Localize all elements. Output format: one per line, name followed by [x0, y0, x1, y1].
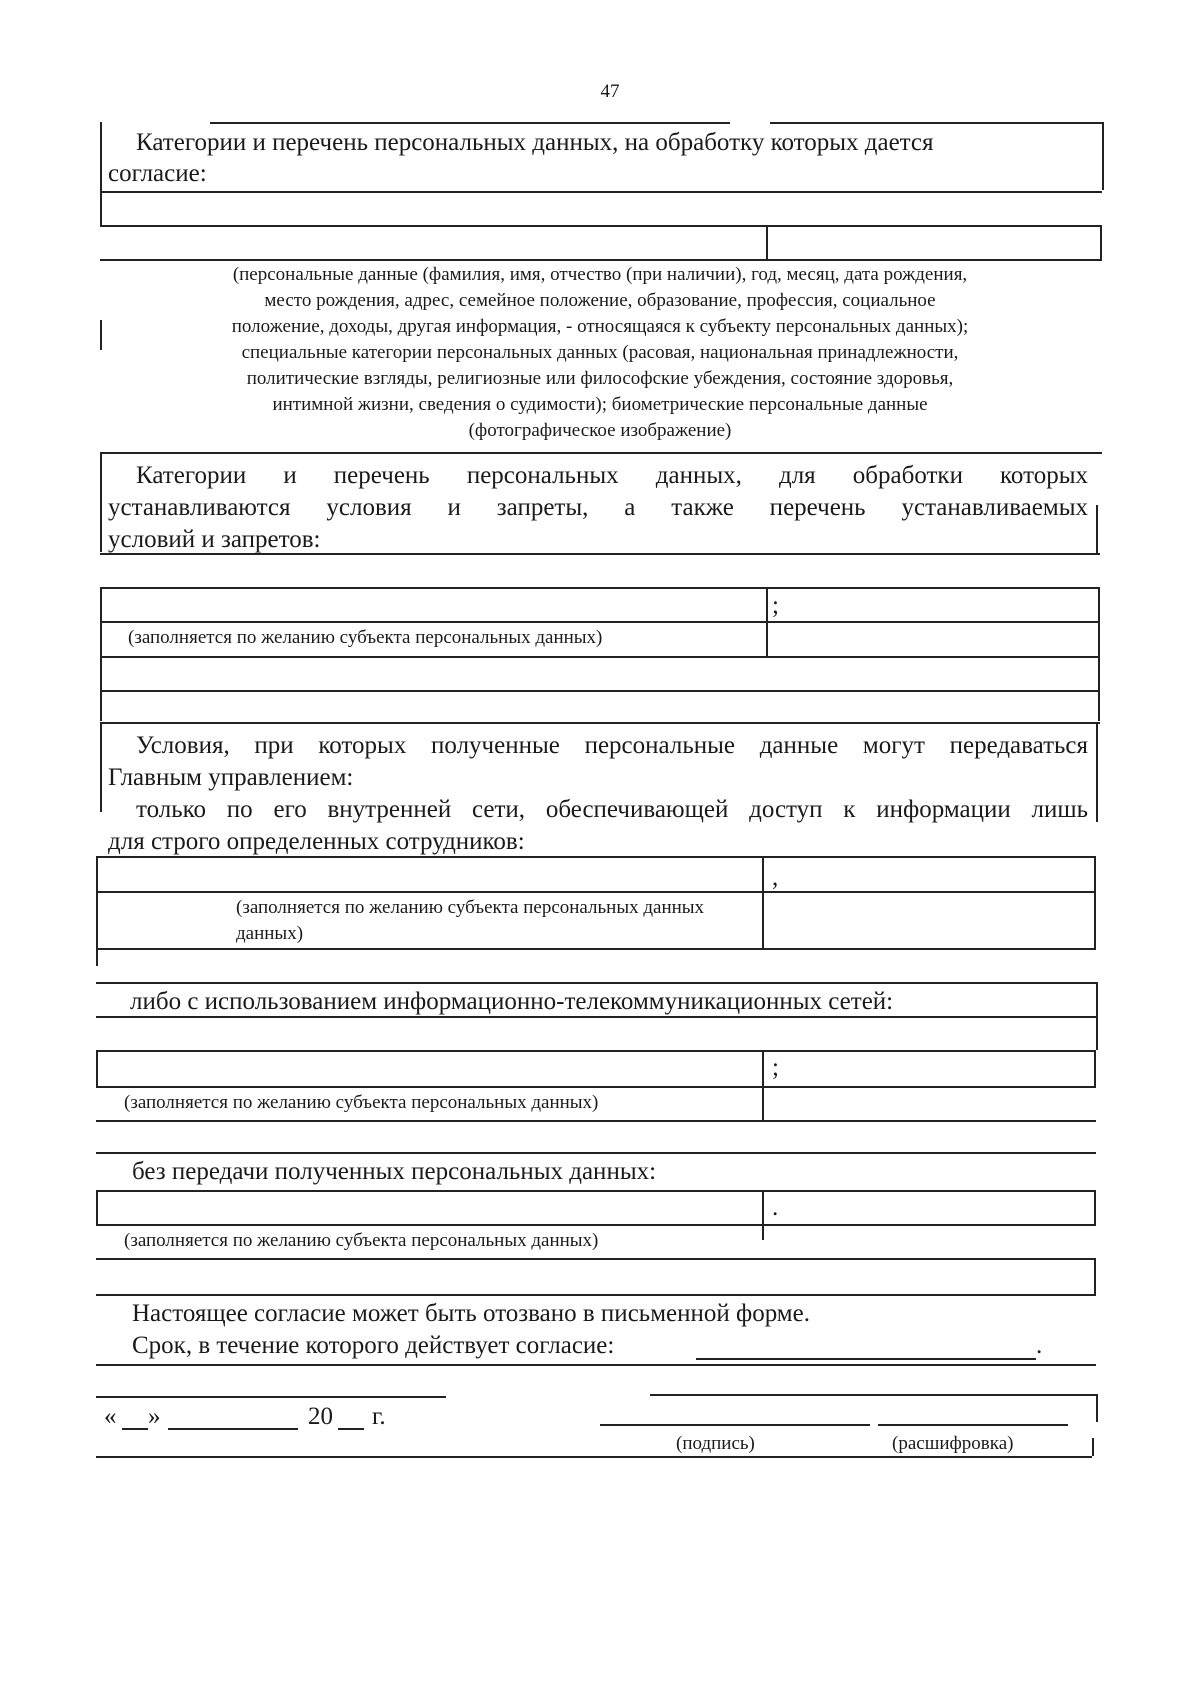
fill-line[interactable]: [96, 1086, 1096, 1088]
section2-note: (заполняется по желанию субъекта персональных данных): [128, 627, 603, 648]
form-vertical-rule: [1094, 1190, 1096, 1224]
option1-note-line1: (заполняется по желанию субъекта персональных данных: [236, 897, 705, 918]
form-vertical-rule: [1094, 1258, 1096, 1294]
fill-line[interactable]: [96, 1224, 1096, 1226]
section2-heading-line3: условий и запретов:: [108, 526, 321, 553]
fill-line[interactable]: [100, 722, 1100, 724]
date-close: »: [148, 1403, 161, 1430]
end-mark: ;: [772, 592, 779, 619]
fill-line[interactable]: [96, 1152, 1096, 1154]
option2-note: (заполняется по желанию субъекта персональных данных): [124, 1092, 599, 1113]
fill-line[interactable]: [100, 553, 1100, 555]
section1-heading-line2: согласие:: [108, 160, 207, 187]
note-line: (персональные данные (фамилия, имя, отчество (при наличии), год, месяц, дата рождения,: [232, 264, 968, 285]
term-end: .: [1036, 1332, 1043, 1359]
form-vertical-rule: [1096, 982, 1098, 1050]
form-vertical-rule: [762, 1086, 764, 1120]
form-rule: [770, 122, 1102, 124]
form-rule: [96, 1364, 1096, 1366]
fill-line[interactable]: [96, 1050, 1096, 1052]
form-rule: [210, 122, 730, 124]
form-vertical-rule: [96, 1050, 98, 1086]
note-line: специальные категории персональных данных (расовая, национальная принадлежности,: [241, 342, 959, 363]
date-open: «: [104, 1403, 117, 1430]
form-rule: [100, 452, 1102, 454]
decoding-caption: (расшифровка): [892, 1433, 1014, 1454]
option1-mark: ,: [772, 864, 779, 891]
fill-line[interactable]: [96, 948, 1096, 950]
fill-line[interactable]: [100, 690, 1100, 692]
section1-heading-line1: Категории и перечень персональных данных, на обработку которых дается: [136, 129, 934, 156]
form-vertical-rule: [762, 856, 764, 948]
section1-note: [112, 262, 1088, 444]
fill-line[interactable]: [96, 1120, 1096, 1122]
option1-line1: только по его внутренней сети, обеспечивающей доступ к информации лишь: [136, 796, 1088, 823]
signature-caption: (подпись): [676, 1433, 755, 1454]
term-fill-line[interactable]: [696, 1358, 1036, 1360]
page-number: 47: [600, 81, 620, 102]
term-label: Срок, в течение которого действует согласие:: [132, 1332, 615, 1359]
section2-heading-line1: Категории и перечень персональных данных, для обработки которых: [136, 462, 1088, 489]
option1-line2: для строго определенных сотрудников:: [108, 828, 525, 855]
form-vertical-rule: [1100, 225, 1102, 259]
form-vertical-rule: [100, 122, 102, 192]
section3-heading-line1: Условия, при которых полученные персональные данные могут передаваться: [136, 732, 1088, 759]
form-vertical-rule: [100, 587, 102, 621]
option3-text: без передачи полученных персональных данных:: [132, 1158, 657, 1185]
option2-text: либо с использованием информационно-телекоммуникационных сетей:: [130, 988, 894, 1015]
fill-line[interactable]: [96, 1016, 1096, 1018]
form-vertical-rule: [1098, 587, 1100, 621]
form-rule: [96, 1456, 1092, 1458]
section2-heading-line2: устанавливаются условия и запреты, а также перечень устанавливаемых: [108, 494, 1088, 521]
option1-note-line2: данных): [236, 923, 304, 944]
revocation-text: Настоящее согласие может быть отозвано в письменной форме.: [132, 1300, 810, 1327]
option2-mark: ;: [772, 1054, 779, 1081]
form-vertical-rule: [100, 452, 102, 552]
year-fill-line[interactable]: [338, 1428, 364, 1430]
fill-line[interactable]: [96, 891, 1096, 893]
fill-line[interactable]: [100, 621, 1100, 623]
form-vertical-rule: [100, 722, 102, 812]
month-fill-line[interactable]: [168, 1428, 298, 1430]
fill-line[interactable]: [100, 225, 1102, 227]
form-vertical-rule: [766, 225, 768, 259]
option3-note: (заполняется по желанию субъекта персональных данных): [124, 1230, 599, 1251]
fill-line[interactable]: [96, 982, 1096, 984]
year-suffix: г.: [372, 1403, 386, 1430]
form-vertical-rule: [1092, 1438, 1094, 1456]
signature-fill-line[interactable]: [600, 1424, 870, 1426]
form-rule: [96, 1396, 446, 1398]
fill-line[interactable]: [100, 656, 1100, 658]
section3-heading-line2: Главным управлением:: [108, 764, 354, 791]
form-vertical-rule: [1096, 1394, 1098, 1422]
form-vertical-rule: [1094, 856, 1096, 948]
form-vertical-rule: [762, 1050, 764, 1086]
note-line: положение, доходы, другая информация, - относящаяся к субъекту персональных данных);: [231, 316, 969, 337]
decoding-fill-line[interactable]: [878, 1424, 1068, 1426]
fill-line[interactable]: [96, 856, 1096, 858]
note-line: место рождения, адрес, семейное положение, образование, профессия, социальное: [264, 290, 936, 311]
form-vertical-rule: [96, 1190, 98, 1224]
note-line: (фотографическое изображение): [468, 420, 732, 441]
form-vertical-rule: [100, 621, 102, 721]
form-vertical-rule: [1098, 621, 1100, 721]
fill-line[interactable]: [96, 1258, 1096, 1260]
form-vertical-rule: [1096, 505, 1098, 555]
note-line: интимной жизни, сведения о судимости); биометрические персональные данные: [272, 394, 928, 415]
form-vertical-rule: [100, 320, 102, 350]
note-line: политические взгляды, религиозные или философские убеждения, состояние здоровья,: [246, 368, 954, 389]
form-vertical-rule: [1094, 1050, 1096, 1086]
fill-line[interactable]: [96, 1294, 1096, 1296]
day-fill-line[interactable]: [122, 1428, 148, 1430]
year-prefix: 20: [308, 1403, 333, 1430]
form-rule: [100, 191, 1102, 193]
form-vertical-rule: [1102, 122, 1104, 190]
form-vertical-rule: [100, 191, 102, 225]
fill-line[interactable]: [96, 1190, 1096, 1192]
fill-line[interactable]: [100, 587, 1100, 589]
fill-line[interactable]: [100, 259, 1102, 261]
option3-mark: .: [772, 1194, 779, 1221]
form-rule: [650, 1394, 1096, 1396]
form-vertical-rule: [1096, 722, 1098, 822]
